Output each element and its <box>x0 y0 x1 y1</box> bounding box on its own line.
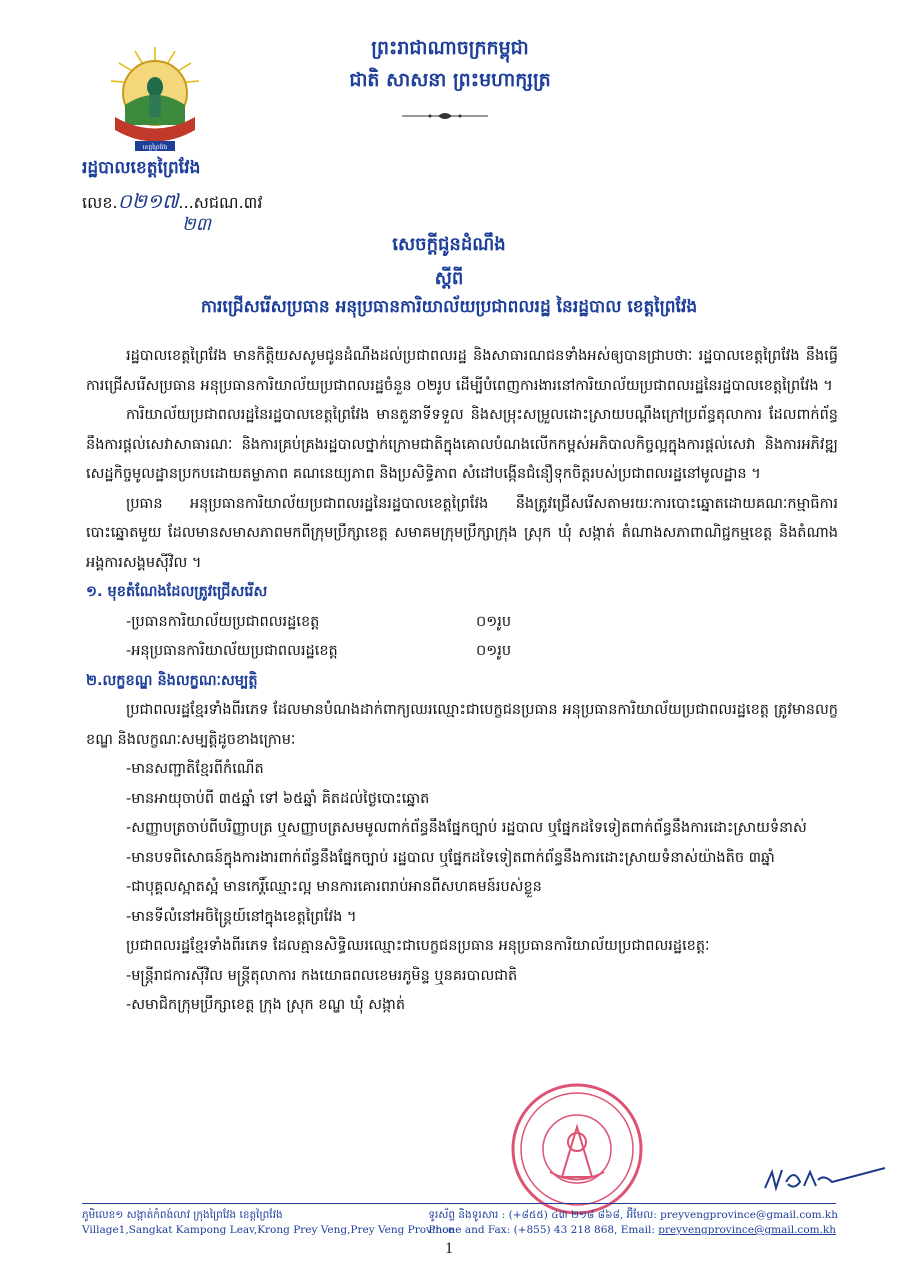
paragraph-4: ប្រជាពលរដ្ឋខ្មែរទាំងពីរភេទ ដែលមានបំណងដាក់ពាក្យឈរឈ្មោះជាបេក្ខជនប្រធាន អនុប្រធានការិយាល័យប្រជាពលរដ្ឋខេត្ត ត្រូវមានលក្ខខណ្ឌ និងលក្ខណៈសម្បត្តិដូចខាងក្រោមៈ <box>86 702 838 748</box>
footer-email-top: preyvengprovince@gmail.com.kh <box>660 1209 838 1221</box>
admin-name: រដ្ឋបាលខេត្តព្រៃវែង <box>82 158 201 178</box>
paragraph-3: ប្រធាន អនុប្រធានការិយាល័យប្រជាពលរដ្ឋនៃរដ្ឋបាលខេត្តព្រៃវែង នឹងត្រូវជ្រើសរើសតាមរយៈការបោះឆ្នោតដោយគណៈកម្មាធិការបោះឆ្នោតមួយ ដែលមានសមាសភាពមកពីក្រុមប្រឹក្សាខេត្ត សមាគមក្រុមប្រឹក្សាក្រុង ស្រុក ឃុំ សង្កាត់ តំណាងសភាពាណិជ្ជកម្មខេត្ត និងតំណាងអង្គការសង្គមស៊ីវិល ។ <box>86 495 838 571</box>
position-name: -ប្រធានការិយាល័យប្រជាពលរដ្ឋខេត្ត <box>126 613 320 630</box>
document-type: សេចក្តីជូនដំណឹង <box>392 234 506 255</box>
ref-prefix: លេខ. <box>82 193 118 212</box>
position-count: ០១រូប <box>476 643 512 659</box>
document-body <box>86 342 838 1021</box>
document-subject: ការជ្រើសរើសប្រធាន អនុប្រធានការិយាល័យប្រជាពលរដ្ឋ នៃរដ្ឋបាល ខេត្តព្រៃវែង <box>200 297 698 317</box>
section-heading-1: ១. មុខតំណែងដែលត្រូវជ្រើសរើស <box>86 584 268 600</box>
ineligible-item: -សមាជិកក្រុមប្រឹក្សាខេត្ត ក្រុង ស្រុក ខណ្ឌ ឃុំ សង្កាត់ <box>126 997 406 1013</box>
national-motto: ជាតិ សាសនា ព្រះមហាក្សត្រ <box>349 69 551 91</box>
header-kingdom <box>330 32 570 96</box>
condition-item: -មានអាយុចាប់ពី ៣៥ឆ្នាំ ទៅ ៦៥ឆ្នាំ គិតដល់ថ្ងៃបោះឆ្នោត <box>126 790 430 807</box>
official-stamp <box>510 1082 645 1217</box>
section-heading-2: ២.លក្ខខណ្ឌ និងលក្ខណៈសម្បត្តិ <box>86 672 258 689</box>
ornament-divider <box>400 110 490 122</box>
paragraph-2: ការិយាល័យប្រជាពលរដ្ឋនៃរដ្ឋបាលខេត្តព្រៃវែង មានតួនាទីទទួល និងសម្រុះសម្រួលដោះស្រាយបណ្តឹងក្រៅប្រព័ន្ធតុលាការ ដែលពាក់ព័ន្ធនឹងការផ្តល់សេវាសាធារណៈ និងការគ្រប់គ្រងរដ្ឋបាលថ្នាក់ក្រោមជាតិក្នុងគោលបំណងលើកកម្ពស់អភិបាលកិច្ចល្អក្នុងការផ្តល់សេវា និងការអភិវឌ្ឍសេដ្ឋកិច្ចមូលដ្ឋានប្រកបដោយតម្លាភាព គណនេយ្យភាព និងប្រសិទ្ធិភាព សំដៅបង្កើនជំនឿទុកចិត្តរបស់ប្រជាពលរដ្ឋនៅមូលដ្ឋាន ។ <box>86 407 838 482</box>
position-name: -អនុប្រធានការិយាល័យប្រជាពលរដ្ឋខេត្ត <box>126 643 338 659</box>
kingdom-name: ព្រះរាជាណាចក្រកម្ពុជា <box>371 37 529 59</box>
paragraph-5: ប្រជាពលរដ្ឋខ្មែរទាំងពីរភេទ ដែលគ្មានសិទ្ធិឈរឈ្មោះជាបេក្ខជនប្រធាន អនុប្រធានការិយាល័យប្រជាពលរដ្ឋខេត្តៈ <box>126 938 710 954</box>
condition-item: -សញ្ញាបត្រចាប់ពីបរិញ្ញាបត្រ ឬសញ្ញាបត្រសមមូលពាក់ព័ន្ធនឹងផ្នែកច្បាប់ រដ្ឋបាល ឬផ្នែកដទៃទៀតពាក់ព័ន្ធនឹងការដោះស្រាយទំនាស់ <box>126 820 807 836</box>
footer-address-en: Village1,Sangkat Kampong Leav,Krong Prey Veng,Prey Veng Province <box>82 1224 455 1236</box>
footer-divider <box>82 1203 836 1204</box>
page-number: 1 <box>445 1240 453 1257</box>
paragraph-1: រដ្ឋបាលខេត្តព្រៃវែង មានកិត្តិយសសូមជូនដំណឹងដល់ប្រជាពលរដ្ឋ និងសាធារណជនទាំងអស់ឲ្យបានជ្រាបថាៈ រដ្ឋបាលខេត្តព្រៃវែង នឹងធ្វើការជ្រើសរើសប្រធាន អនុប្រធានការិយាល័យប្រជាពលរដ្ឋចំនួន ០២រូប ដើម្បីបំពេញការងារនៅការិយាល័យប្រជាពលរដ្ឋនៃរដ្ឋបាលខេត្តព្រៃវែង ។ <box>86 348 838 394</box>
footer-email-link[interactable]: preyvengprovince@gmail.com.kh <box>658 1224 837 1236</box>
condition-item: -មានបទពិសោធន៍ក្នុងការងារពាក់ព័ន្ធនឹងផ្នែកច្បាប់ រដ្ឋបាល ឬផ្នែកដទៃទៀតពាក់ព័ន្ធនឹងការដោះស្រាយទំនាស់យ៉ាងតិច ៣ឆ្នាំ <box>126 849 775 866</box>
footer-contact-en: Phone and Fax: (+855) 43 218 868, Email: <box>428 1224 655 1236</box>
ineligible-item: -មន្ត្រីរាជការស៊ីវិល មន្ត្រីតុលាការ កងយោធពលខេមរភូមិន្ទ ឬនគរបាលជាតិ <box>126 967 518 984</box>
position-row <box>86 637 838 667</box>
about-label: ស្តីពី <box>434 268 464 289</box>
footer <box>82 1208 838 1238</box>
condition-item: -មានទីលំនៅអចិន្ត្រៃយ៍នៅក្នុងខេត្តព្រៃវែង ។ <box>126 908 357 925</box>
footer-address-km: ភូមិលេខ១ សង្កាត់កំពង់លាវ ក្រុងព្រៃវែង ខេត្តព្រៃវែង <box>82 1209 283 1221</box>
ref-handwritten-number: ០២១៧ <box>117 189 179 213</box>
signature <box>760 1160 890 1200</box>
ref-suffix: ...សជណ.៣វ <box>178 193 263 212</box>
position-count: ០១រូប <box>476 613 512 630</box>
condition-item: -មានសញ្ជាតិខ្មែរពីកំណើត <box>126 761 264 777</box>
position-row <box>86 608 838 638</box>
province-logo <box>105 45 205 160</box>
footer-contact-km: ទូរស័ព្ទ និងទូរសារ : (+៨៥៥) ៤៣ ២១៨ ៨៦៨, អ៊ីមែល: <box>428 1209 657 1221</box>
footer-contact <box>428 1208 838 1238</box>
ref-handwritten-year: ២៣ <box>182 214 212 235</box>
condition-item: -ជាបុគ្គលស្អាតស្អំ មានកេរ្តិ៍ឈ្មោះល្អ មានការគោរពរាប់អានពីសហគមន៍របស់ខ្លួន <box>126 879 542 895</box>
reference-number <box>82 188 263 235</box>
logo-text: ខេត្តព្រៃវែង <box>142 144 168 151</box>
